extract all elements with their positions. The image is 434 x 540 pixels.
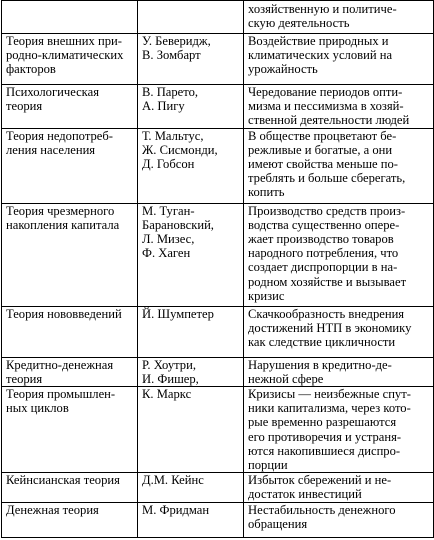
cell-text-line: И. Фишер,: [142, 371, 199, 386]
authors-cell: [138, 1, 244, 34]
cell-text-line: копить: [248, 185, 285, 200]
cell-text-line: А. Пигу: [142, 99, 185, 114]
cause-cell: [244, 34, 434, 85]
theory-cell: [2, 473, 138, 502]
table-row: [2, 1, 434, 34]
cell-text-line: ники капитализма, через кото-: [248, 401, 411, 416]
cell-text-line: кризис: [248, 288, 285, 303]
table-row: [2, 473, 434, 502]
cell-text-line: жает производство товаров: [248, 232, 394, 247]
cell-text-line: Нарушения в кредитно-де-: [248, 357, 392, 372]
table-row: [2, 128, 434, 203]
cell-text-line: М. Туган-: [142, 203, 195, 218]
authors-cell: [138, 306, 244, 357]
theory-cell: [2, 34, 138, 85]
cell-text-line: Психологическая: [6, 85, 99, 99]
cell-text-line: Р. Хоутри,: [142, 357, 196, 372]
cell-text-line: Й. Шумпетер: [142, 306, 214, 321]
cell-text-line: М. Фридман: [142, 502, 210, 517]
cell-text-line: урожайность: [248, 62, 318, 77]
cell-text-line: У. Беверидж,: [142, 34, 211, 48]
table-row: [2, 502, 434, 537]
cell-text-line: водства существенно опере-: [248, 217, 400, 232]
cell-text-line: хозяйственную и политиче-: [248, 2, 397, 16]
cell-text-line: факторов: [6, 62, 56, 77]
cell-text-line: Д.М. Кейнс: [142, 473, 204, 488]
cell-text-line: Воздействие природных и: [248, 34, 389, 48]
theory-cell: [2, 1, 138, 34]
cell-text-line: К. Маркс: [142, 387, 192, 402]
cell-text-line: рые временно разрешаются: [248, 415, 397, 430]
authors-cell: [138, 85, 244, 129]
table-row: [2, 357, 434, 386]
cell-text-line: ления населения: [6, 142, 96, 157]
cell-text-line: достаток инвестиций: [248, 487, 362, 502]
cell-text-line: порции: [248, 458, 288, 473]
authors-cell: [138, 34, 244, 85]
cell-text-line: Теория внешних при-: [6, 34, 122, 48]
cause-cell: [244, 306, 434, 357]
cell-text-line: родно-климатических: [6, 48, 124, 63]
cell-text-line: родном хозяйстве и вызывает: [248, 274, 407, 289]
theory-cell: [2, 387, 138, 473]
cell-text-line: Ф. Хаген: [142, 246, 191, 261]
cause-cell: [244, 203, 434, 306]
table-row: [2, 306, 434, 357]
table-row: [2, 387, 434, 473]
theory-cell: [2, 203, 138, 306]
cause-cell: [244, 1, 434, 34]
cause-cell: [244, 357, 434, 386]
table-row: [2, 85, 434, 129]
cell-text-line: Кейнсианская теория: [6, 473, 120, 488]
cell-text-line: В. Парето,: [142, 85, 199, 99]
cell-text-line: Избыток сбережений и не-: [248, 473, 392, 488]
cell-text-line: Т. Мальтус,: [142, 128, 204, 143]
authors-cell: [138, 357, 244, 386]
theory-cell: [2, 85, 138, 129]
table-body: [2, 1, 434, 538]
cell-text-line: нежной сфере: [248, 371, 324, 386]
cell-text-line: Л. Мизес,: [142, 232, 195, 247]
cause-cell: [244, 128, 434, 203]
cell-text-line: скую деятельность: [248, 16, 350, 31]
cell-text-line: его противоречия и устраня-: [248, 429, 402, 444]
cell-text-line: климатических условий на: [248, 48, 393, 63]
cell-text-line: мизма и пессимизма в хозяй-: [248, 99, 404, 114]
cause-cell: [244, 502, 434, 537]
cell-text-line: накопления капитала: [6, 217, 120, 232]
cell-text-line: теория: [6, 371, 43, 386]
cell-text-line: Чередование периодов опти-: [248, 85, 403, 99]
cell-text-line: теория: [6, 99, 43, 114]
cell-text-line: Ж. Сисмонди,: [142, 142, 218, 157]
cell-text-line: ственной деятельности людей: [248, 113, 410, 128]
theory-cell: [2, 357, 138, 386]
cell-text-line: имеют свойства меньше по-: [248, 157, 398, 172]
cell-text-line: народного потребления, что: [248, 246, 399, 261]
cell-text-line: Скачкообразность внедрения: [248, 306, 405, 321]
cell-text-line: ных циклов: [6, 401, 69, 416]
theory-cell: [2, 128, 138, 203]
cell-text-line: достижений НТП в экономику: [248, 320, 412, 335]
table-row: [2, 203, 434, 306]
cause-cell: [244, 473, 434, 502]
theory-cell: [2, 306, 138, 357]
cell-text-line: В обществе процветают бе-: [248, 128, 397, 143]
cell-text-line: треблять и больше сберегать,: [248, 171, 406, 186]
cell-text-line: как следствие цикличности: [248, 335, 396, 350]
authors-cell: [138, 387, 244, 473]
theory-cell: [2, 502, 138, 537]
cell-text-line: Кредитно-денежная: [6, 357, 114, 372]
cell-text-line: Кризисы — неизбежные спут-: [248, 387, 411, 402]
authors-cell: [138, 128, 244, 203]
cell-text-line: ются накопившиеся диспро-: [248, 443, 401, 458]
cell-text-line: Теория нововведений: [6, 306, 122, 321]
cell-text-line: Барановский,: [142, 217, 214, 232]
authors-cell: [138, 203, 244, 306]
cell-text-line: режливые и богатые, а они: [248, 142, 393, 157]
cell-text-line: Нестабильность денежного: [248, 502, 396, 517]
table-row: [2, 34, 434, 85]
cell-text-line: создает диспропорции в на-: [248, 260, 398, 275]
cell-text-line: обращения: [248, 516, 308, 531]
authors-cell: [138, 502, 244, 537]
authors-cell: [138, 473, 244, 502]
cell-text-line: Денежная теория: [6, 502, 99, 517]
cell-text-line: Теория недопотреб-: [6, 128, 113, 143]
cell-text-line: Теория промышлен-: [6, 387, 116, 402]
cell-text-line: Д. Гобсон: [142, 157, 195, 172]
economic-cycle-theories-table: [1, 0, 434, 538]
cell-text-line: В. Зомбарт: [142, 48, 201, 63]
cause-cell: [244, 85, 434, 129]
cell-text-line: Теория чрезмерного: [6, 203, 115, 218]
cell-text-line: Производство средств произ-: [248, 203, 406, 218]
cause-cell: [244, 387, 434, 473]
